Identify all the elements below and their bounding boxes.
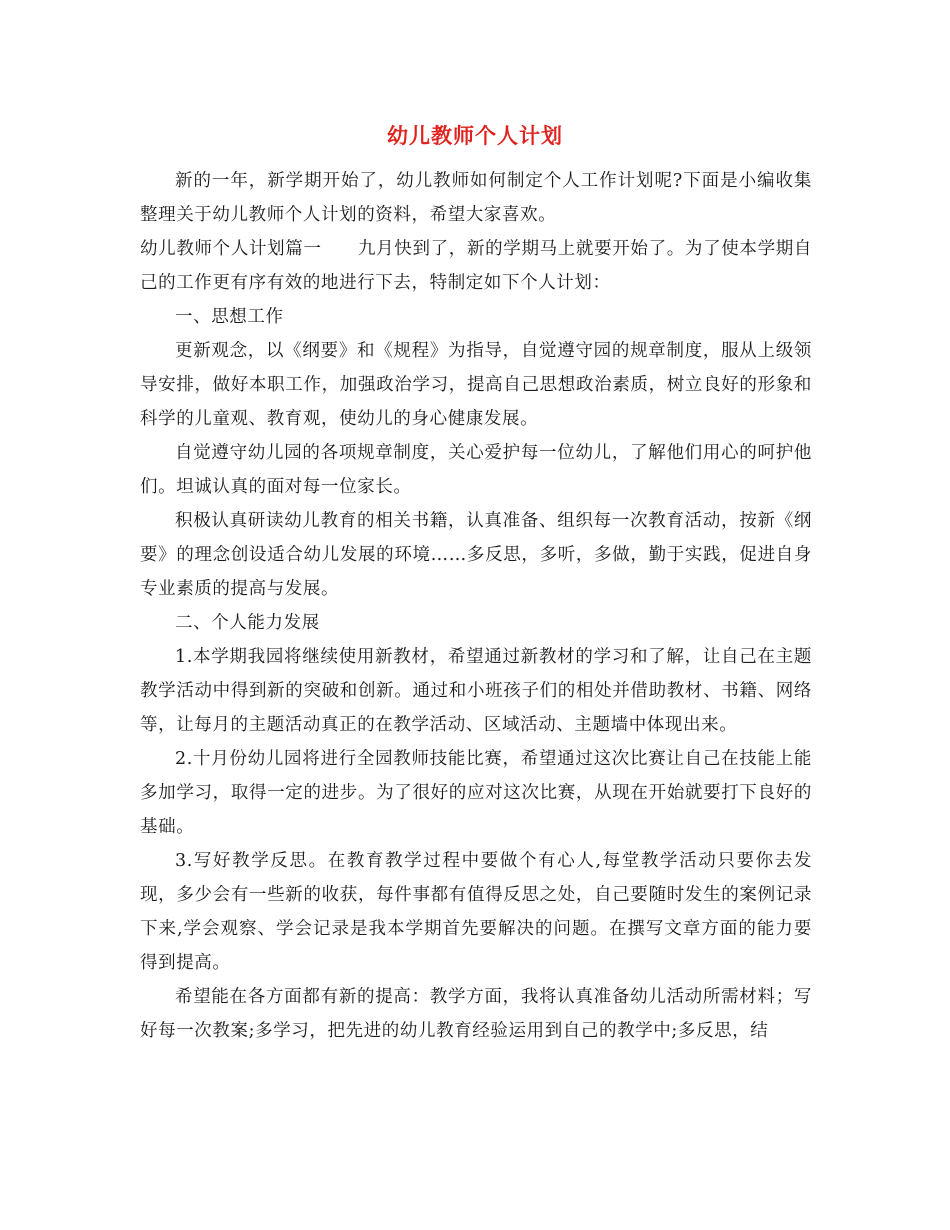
document-title: 幼儿教师个人计划 (387, 123, 563, 148)
body-paragraph: 希望能在各方面都有新的提高：教学方面，我将认真准备幼儿活动所需材料；写好每一次教案;多学习，把先进的幼儿教育经验运用到自己的教学中;多反思，结 (140, 987, 812, 1041)
heading-ability-development: 二、个人能力发展 (175, 613, 320, 633)
list-item-1: 1.本学期我园将继续使用新教材，希望通过新教材的学习和了解，让自己在主题教学活动中得到新的突破和创新。通过和小班孩子们的相处并借助教材、书籍、网络等，让每月的主题活动真正的在教学活动、区域活动、主题墙中体现出来。 (140, 647, 812, 735)
body-paragraph: 自觉遵守幼儿园的各项规章制度，关心爱护每一位幼儿，了解他们用心的呵护他们。坦诚认真的面对每一位家长。 (140, 443, 812, 497)
body-paragraph: 更新观念，以《纲要》和《规程》为指导，自觉遵守园的规章制度，服从上级领导安排，做好本职工作，加强政治学习，提高自己思想政治素质，树立良好的形象和科学的儿童观、教育观，使幼儿的身心健康发展。 (140, 341, 812, 429)
body-paragraph: 积极认真研读幼儿教育的相关书籍，认真准备、组织每一次教育活动，按新《纲要》的理念创设适合幼儿发展的环境……多反思，多听，多做，勤于实践，促进自身专业素质的提高与发展。 (140, 511, 812, 599)
intro-paragraph: 新的一年，新学期开始了，幼儿教师如何制定个人工作计划呢?下面是小编收集整理关于幼儿教师个人计划的资料，希望大家喜欢。 (140, 171, 812, 225)
list-item-2: 2.十月份幼儿园将进行全园教师技能比赛，希望通过这次比赛让自己在技能上能多加学习，取得一定的进步。为了很好的应对这次比赛，从现在开始就要打下良好的基础。 (140, 749, 812, 837)
document-body (140, 164, 812, 1048)
section-heading-paragraph: 幼儿教师个人计划篇一 九月快到了，新的学期马上就要开始了。为了使本学期自己的工作更有序有效的地进行下去，特制定如下个人计划： (140, 239, 812, 293)
heading-thought-work: 一、思想工作 (175, 307, 284, 327)
list-item-3: 3.写好教学反思。在教育教学过程中要做个有心人,每堂教学活动只要你去发现，多少会有一些新的收获，每件事都有值得反思之处，自己要随时发生的案例记录下来,学会观察、学会记录是我本学期首先要解决的问题。在撰写文章方面的能力要得到提高。 (140, 851, 812, 973)
